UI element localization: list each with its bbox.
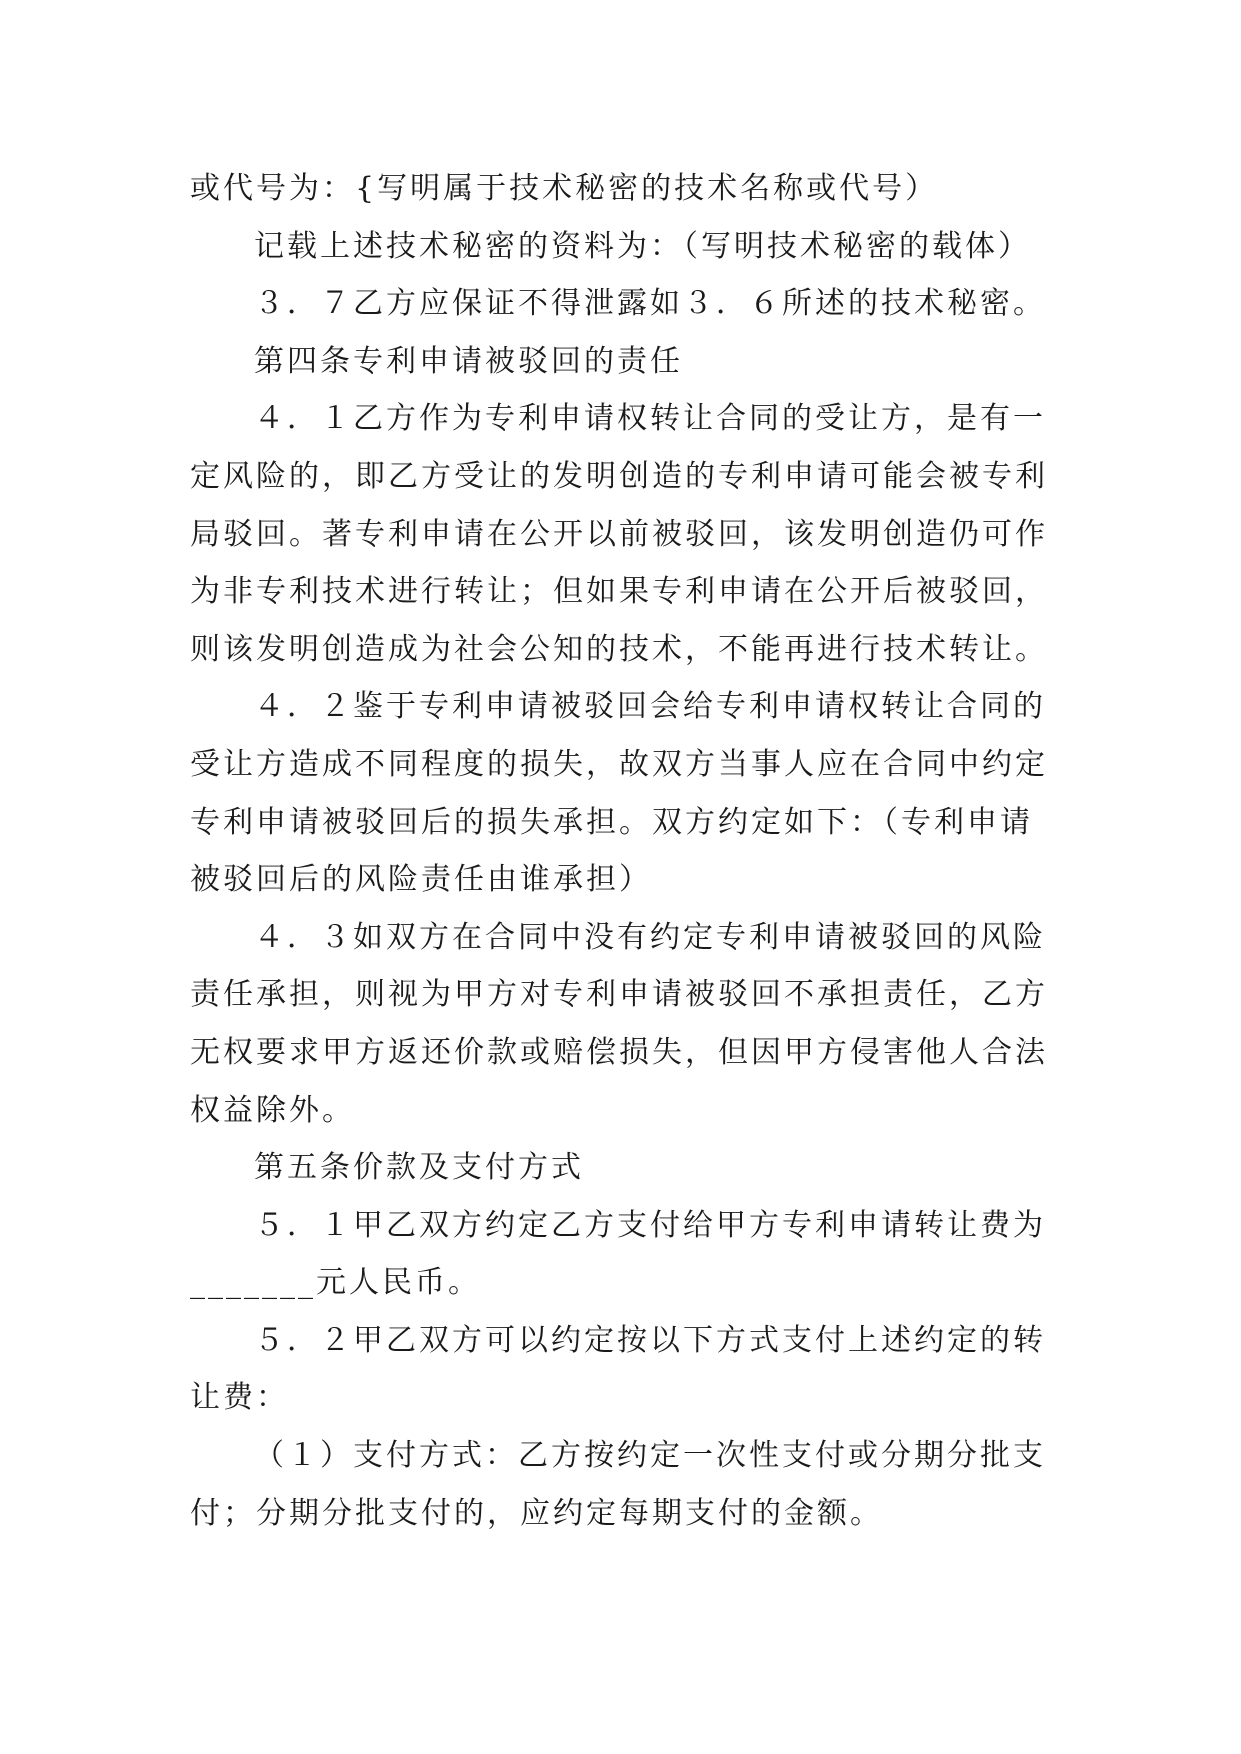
text-line: ５．１甲乙双方约定乙方支付给甲方专利申请转让费为 bbox=[254, 1207, 1046, 1243]
text-line: _______元人民币。 bbox=[190, 1265, 481, 1301]
text-line: 受让方造成不同程度的损失，故双方当事人应在合同中约定 bbox=[190, 746, 1048, 782]
text-line: 权益除外。 bbox=[190, 1092, 355, 1128]
text-line: 或代号为：{写明属于技术秘密的技术名称或代号） bbox=[190, 171, 939, 206]
text-line: ５．２甲乙双方可以约定按以下方式支付上述约定的转 bbox=[254, 1322, 1046, 1358]
text-line: 记载上述技术秘密的资料为：（写明技术秘密的载体） bbox=[254, 228, 1031, 264]
section-heading: 第五条价款及支付方式 bbox=[254, 1150, 584, 1186]
text-line: 被驳回后的风险责任由谁承担） bbox=[190, 862, 652, 898]
text-line: ４．１乙方作为专利申请权转让合同的受让方，是有一 bbox=[254, 401, 1046, 437]
text-line: 付；分期分批支付的，应约定每期支付的金额。 bbox=[190, 1495, 883, 1531]
text-line: 责任承担，则视为甲方对专利申请被驳回不承担责任，乙方 bbox=[190, 977, 1048, 1013]
text-line: 则该发明创造成为社会公知的技术，不能再进行技术转让。 bbox=[190, 631, 1048, 667]
text-line: 局驳回。著专利申请在公开以前被驳回，该发明创造仍可作 bbox=[190, 516, 1048, 552]
text-line: 让费： bbox=[190, 1380, 289, 1416]
section-heading: 第四条专利申请被驳回的责任 bbox=[254, 343, 683, 379]
text-line: ４．３如双方在合同中没有约定专利申请被驳回的风险 bbox=[254, 919, 1046, 955]
text-line: 无权要求甲方返还价款或赔偿损失，但因甲方侵害他人合法 bbox=[190, 1034, 1048, 1070]
text-line: ３．７乙方应保证不得泄露如３．６所述的技术秘密。 bbox=[254, 286, 1046, 322]
text-line: （１）支付方式：乙方按约定一次性支付或分期分批支 bbox=[254, 1438, 1046, 1474]
text-line: 专利申请被驳回后的损失承担。双方约定如下：（专利申请 bbox=[190, 804, 1033, 840]
document-page bbox=[190, 160, 1070, 1542]
text-line: 为非专利技术进行转让；但如果专利申请在公开后被驳回， bbox=[190, 574, 1048, 610]
text-line: 定风险的，即乙方受让的发明创造的专利申请可能会被专利 bbox=[190, 458, 1048, 494]
text-line: ４．２鉴于专利申请被驳回会给专利申请权转让合同的 bbox=[254, 689, 1046, 725]
